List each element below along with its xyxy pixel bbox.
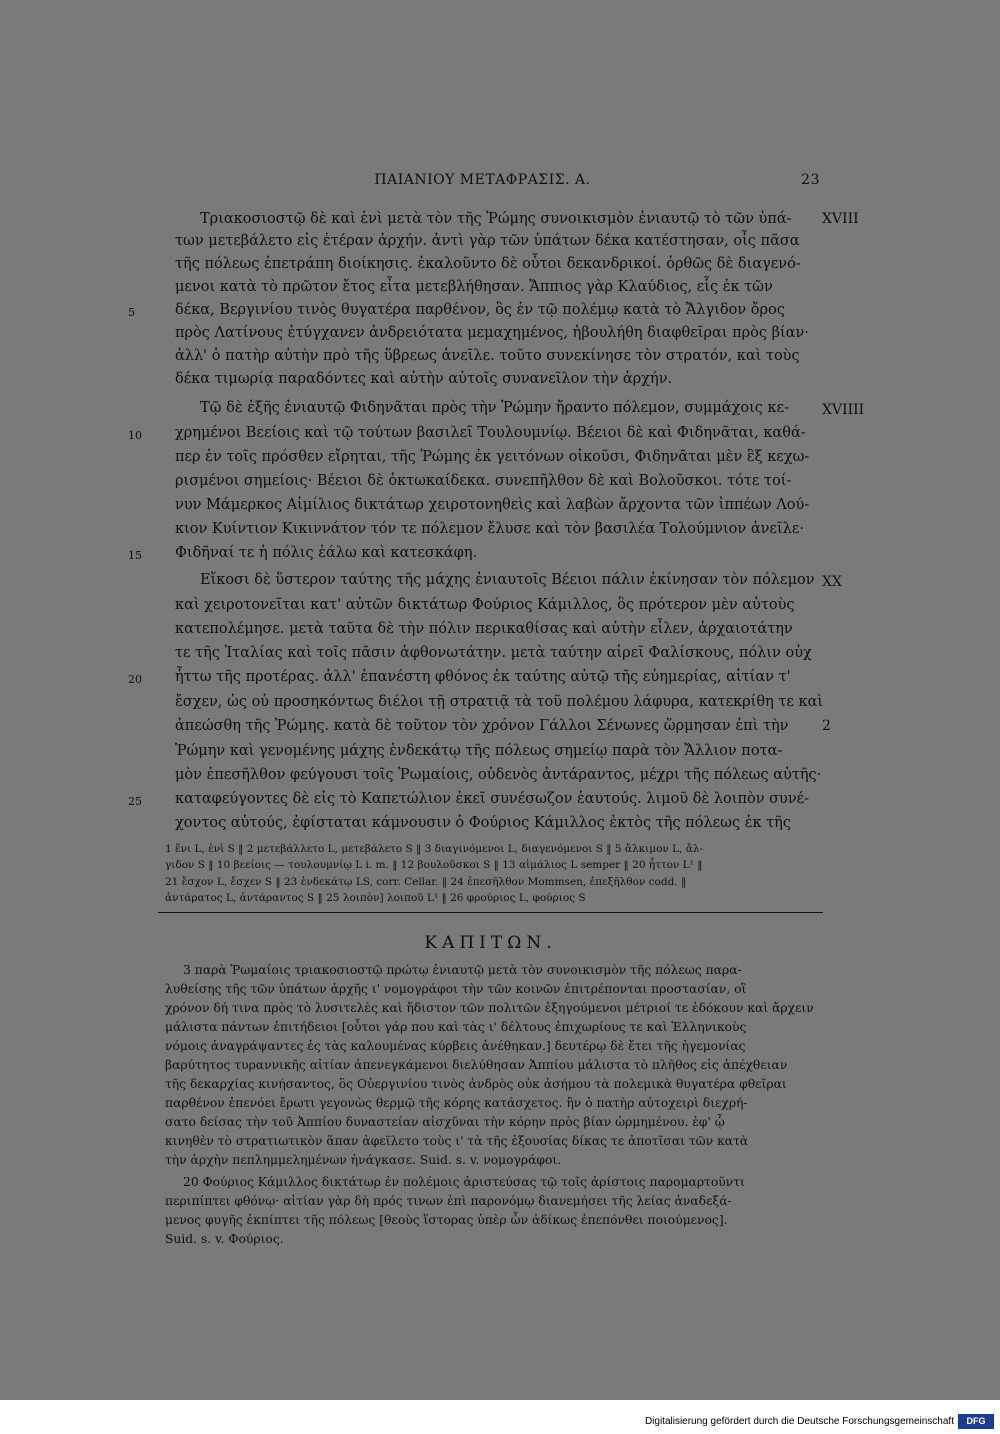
text-line: μὸν ἐπεσῆλθον φεύγουσι τοῖς Ῥωμαίοις, οὐδενὸς ἀντάραντος, μέχρι τῆς πόλεως αὐτῆς· <box>175 767 822 783</box>
text-line: κατεπολέμησε. μετὰ ταῦτα δὲ τὴν πόλιν περικαθίσας καὶ αὐτὴν εἷλεν, ἀρχαιοτάτην <box>175 621 793 637</box>
text-line: Τριακοσιοστῷ δὲ καὶ ἑνὶ μετὰ τὸν τῆς Ῥώμης συνοικισμὸν ἐνιαυτῷ τὸ τῶν ὑπά- <box>200 211 792 227</box>
footer-bar <box>0 1400 1000 1434</box>
dfg-logo: DFG <box>958 1414 994 1429</box>
funding-credit: Digitalisierung gefördert durch die Deutsche Forschungsgemeinschaft <box>644 1416 954 1427</box>
text-line: ἀπεώσθη τῆς Ῥώμης. κατὰ δὲ τοῦτον τὸν χρόνον Γάλλοι Σένωνες ὥρμησαν ἐπὶ τὴν <box>175 718 789 734</box>
line-number: 20 <box>128 673 142 686</box>
section-title: ΚΑΠΙΤΩΝ. <box>424 933 557 953</box>
line-number: 5 <box>128 306 135 319</box>
text-line: καὶ χειροτονεῖται κατ' αὐτῶν δικτάτωρ Φούριος Κάμιλλος, ὃς πρότερον μὲν αὐτοὺς <box>175 597 795 613</box>
divider <box>158 912 823 913</box>
text-line: ἔσχεν, ὡς οὐ προσηκόντως διέλοι τῇ στρατιᾷ τὰ τοῦ πολέμου λάφυρα, κατεκρίθη τε καὶ <box>175 694 824 710</box>
running-title: ΠΑΙΑΝΙΟΥ ΜΕΤΑΦΡΑΣΙΣ. Α. <box>374 172 591 188</box>
text-line: χοντος αὐτούς, ἐφίσταται κάμνουσιν ὁ Φούριος Κάμιλλος ἐκτὸς τῆς πόλεως ἐκ τῆς <box>175 815 791 831</box>
capito-line: περιπίπτει φθόνῳ· αἰτίαν γὰρ δὴ πρός τινων ἐπὶ παρονόμῳ διανεμήσει τῆς λείας ἀναδεξά- <box>165 1194 732 1208</box>
text-line: δέκα τιμωρίᾳ παραδόντες καὶ αὐτὴν αὐτοῖς συνανεῖλον τὴν ἀρχήν. <box>175 371 673 387</box>
text-line: ρισμένοι σημείοις· Βέειοι δὲ ὀκτωκαίδεκα. συνεπῆλθον δὲ καὶ Βολοῦσκοι. τότε τοί- <box>175 473 792 489</box>
text-line: ἀλλ' ὁ πατὴρ αὐτὴν πρὸ τῆς ὕβρεως ἀνεῖλε. τοῦτο συνεκίνησε τὸν στρατόν, καὶ τοὺς <box>175 348 800 364</box>
text-line: δέκα, Βεργινίου τινὸς θυγατέρα παρθένον, ὃς ἐν τῷ πολέμῳ κατὰ τὸ Ἄλγιδον ὄρος <box>175 302 785 318</box>
line-number: 25 <box>128 795 142 808</box>
apparatus-line: γιδον S ‖ 10 βεείοις — τουλουμνίῳ L i. m. ‖ 12 βουλοῦσκοι S ‖ 13 αἰμάλιος L semper ‖ 20 ἧττον L¹ ‖ <box>165 859 703 871</box>
capito-line: κινηθὲν τὸ στρατιωτικὸν ἅπαν ἀφεῖλετο τοὺς ι' τὰ τῆς ἐξουσίας δίκας τε ἀποτῖσαι τῶν κατὰ <box>165 1134 749 1148</box>
capito-line: τὴν ἀρχὴν πεπλημμελημένων ἠνάγκασε. Suid. s. v. νομογράφοι. <box>165 1153 562 1167</box>
capito-line: Suid. s. v. Φούριος. <box>165 1232 284 1246</box>
text-line: καταφεύγοντες δὲ εἰς τὸ Καπετώλιον ἐκεῖ συνέσωζον ἑαυτούς. λιμοῦ δὲ λοιπὸν συνέ- <box>175 791 810 807</box>
line-number: 15 <box>128 549 142 562</box>
text-line: Φιδῆναί τε ἡ πόλις ἑάλω καὶ κατεσκάφη. <box>175 545 478 561</box>
capito-line: χρόνον δή τινα πρὸς τὸ λυσιτελὲς καὶ ἥδιστον τῶν πολιτῶν ἐξηγούμενοι μέτριοί τε ἐδόκουν καὶ ἄρχειν <box>165 1001 814 1015</box>
margin-reference: XVIII <box>822 211 859 227</box>
text-line: ἧττω τῆς προτέρας. ἀλλ' ἐπανέστη φθόνος ἐκ ταύτης αὐτῷ τῆς εὐημερίας, αἰτίαν τ' <box>175 669 791 685</box>
margin-reference: 2 <box>822 718 831 734</box>
capito-line: σατο δείσας τὴν τοῦ Ἀππίου δυναστείαν αἰσχῦναι τὴν κόρην πρὸς βίαν ὡρμημένου. ἐφ' ᾧ <box>165 1115 725 1129</box>
text-line: νυν Μάμερκος Αἰμίλιος δικτάτωρ χειροτονηθεὶς καὶ λαβὼν ἄρχοντα τῶν ἱππέων Λού- <box>175 497 810 513</box>
capito-line: 3 παρὰ Ῥωμαίοις τριακοσιοστῷ πρώτῳ ἐνιαυτῷ μετὰ τὸν συνοικισμὸν τῆς πόλεως παρα- <box>183 963 742 977</box>
text-line: τῆς πόλεως ἐπετράπη διοίκησις. ἐκαλοῦντο δὲ οὗτοι δεκανδρικοί. ὀρθῶς δὲ διαγενό- <box>175 256 801 272</box>
running-head <box>145 172 820 192</box>
capito-line: μάλιστα πάντων ἐπιτήδειοι [οὗτοι γάρ που καὶ τὰς ι' δέλτους ἐπιχωρίους τε καὶ Ἑλληνικοὺς <box>165 1020 747 1034</box>
apparatus-line: 1 ἕνι L, ἑνὶ S ‖ 2 μετεβάλλετο L, μετεβάλετο S ‖ 3 διαγινόμενοι L, διαγενόμενοι S ‖ 5 ἄλκιμον L, ἄλ- <box>165 843 704 855</box>
capito-line: μενος φυγῆς ἐκπίπτει τῆς πόλεως [θεοὺς ἵστορας ὑπὲρ ὧν ἀδίκως ἐπεπόνθει ποιούμενος]. <box>165 1213 728 1227</box>
capito-line: παρθένον ἐπενόει ἔρωτι γεγονὼς θερμῷ τῆς κόρης κατάσχετος. ἣν ὁ πατὴρ αὐτοχειρὶ διεχρή- <box>165 1096 748 1110</box>
text-line: περ ἐν τοῖς πρόσθεν εἴρηται, τῆς Ῥώμης ἐκ γειτόνων οἰκοῦσι, Φιδηνᾶται μὲν ἓξ κεχω- <box>175 449 810 465</box>
capito-line: 20 Φούριος Κάμιλλος δικτάτωρ ἐν πολέμοις ἀριστεύσας τῷ τοῖς ἀρίστοις παρομαρτοῦντι <box>183 1175 745 1189</box>
text-line: Ῥώμην καὶ γενομένης μάχης ἑνδεκάτῳ τῆς πόλεως σημείῳ παρὰ τὸν Ἄλλιον ποτα- <box>175 743 783 759</box>
text-line: χρημένοι Βεείοις καὶ τῷ τούτων βασιλεῖ Τουλουμνίῳ. Βέειοι δὲ καὶ Φιδηνᾶται, καθά- <box>175 425 806 441</box>
text-line: κιον Κυίντιον Κικιννάτον τόν τε πόλεμον ἔλυσε καὶ τὸν βασιλέα Τολούμνιον ἀνεῖλε· <box>175 521 804 537</box>
text-line: Τῷ δὲ ἑξῆς ἐνιαυτῷ Φιδηνᾶται πρὸς τὴν Ῥώμην ἤραντο πόλεμον, συμμάχοις κε- <box>200 400 789 416</box>
page-number: 23 <box>801 172 820 188</box>
capito-line: τῆς δεκαρχίας κινήσαντος, ὃς Οὐεργινίου τινὸς ἀνδρὸς οὐκ ἀσήμου τὰ πολεμικὰ θυγατέρα φθεῖραι <box>165 1077 787 1091</box>
text-line: μενοι κατὰ τὸ πρῶτον ἔτος εἶτα μετεβλήθησαν. Ἄππιος γὰρ Κλαύδιος, εἷς ἐκ τῶν <box>175 279 773 295</box>
capito-line: λυθείσης τῆς τῶν ὑπάτων ἀρχῆς ι' νομογράφοι τὴν τῶν κοινῶν ἐπιτρέπονται προστασίαν, οἳ <box>165 982 747 996</box>
capito-line: βαρύτητος τυραννικῆς αἰτίαν ἀπενεγκάμενοι διελύθησαν Ἀππίου μάλιστα τὸ πλῆθος εἰς ἀπέχθειαν <box>165 1058 788 1072</box>
text-line: των μετεβάλετο εἰς ἑτέραν ἀρχήν. ἀντὶ γὰρ τῶν ὑπάτων δέκα κατέστησαν, οἷς πᾶσα <box>175 233 800 249</box>
capito-line: νόμοις ἀναγράψαντες ἐς τὰς καλουμένας κύρβεις ἀνέθηκαν.] δευτέρῳ δὲ ἔτει τῆς ἡγεμονίας <box>165 1039 746 1053</box>
text-line: Εἴκοσι δὲ ὕστερον ταύτης τῆς μάχης ἐνιαυτοῖς Βέειοι πάλιν ἐκίνησαν τὸν πόλεμον <box>200 572 815 588</box>
apparatus-line: 21 ἔσχον L, ἔσχεν S ‖ 23 ἑνδεκάτῳ LS, corr. Cellar. ‖ 24 ἐπεσῆλθον Mommsen, ἐπεξῆλθον codd. ‖ <box>165 876 687 888</box>
margin-reference: XX <box>822 574 842 590</box>
apparatus-line: ἀντάρατος L, ἀντάραντος S ‖ 25 λοιπὸν] λοιποῦ L¹ ‖ 26 φρούριος L, φούριος S <box>165 892 586 904</box>
text-line: τε τῆς Ἰταλίας καὶ τοῖς πᾶσιν ἀφθονωτάτην. μετὰ ταύτην αἱρεῖ Φαλίσκους, πόλιν οὐχ <box>175 645 812 661</box>
margin-reference: XVIIII <box>822 402 865 418</box>
text-line: πρὸς Λατίνους ἐτύγχανεν ἀνδρειότατα μεμαχημένος, ἠβουλήθη διαφθεῖραι πρὸς βίαν· <box>175 325 809 341</box>
line-number: 10 <box>128 429 142 442</box>
